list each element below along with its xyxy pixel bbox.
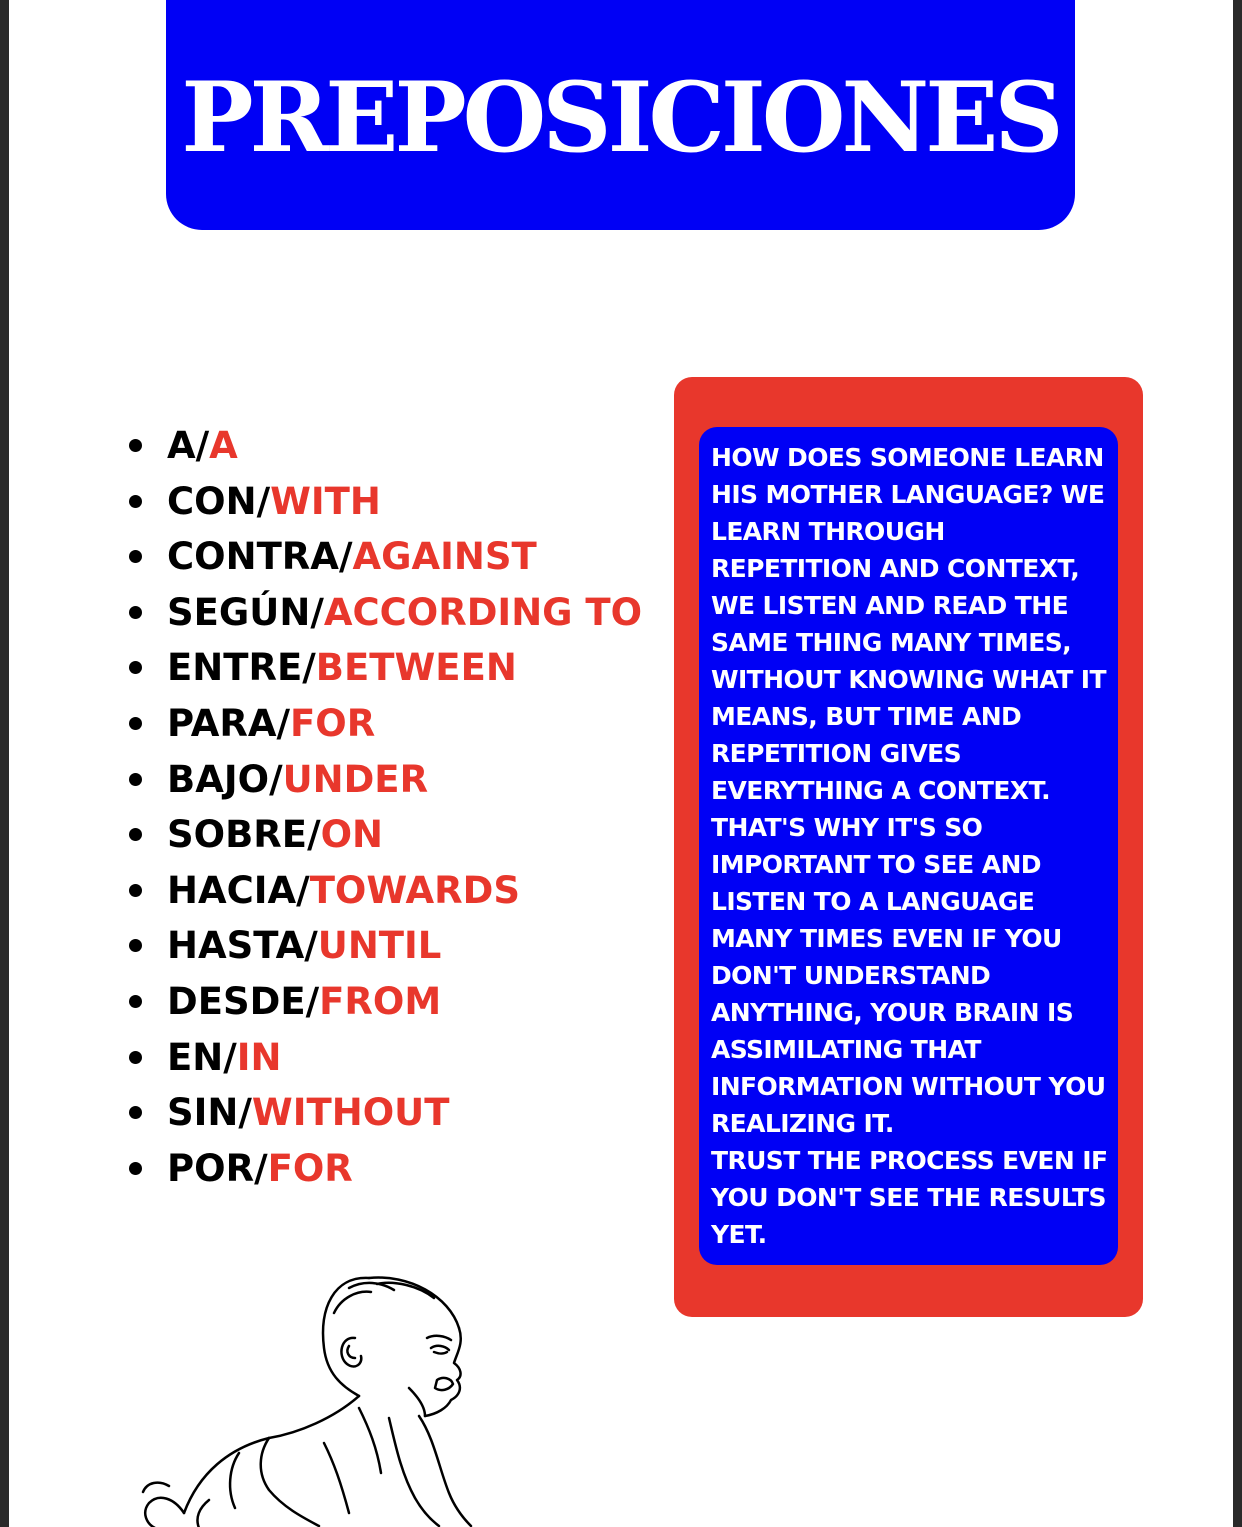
preposition-separator: / (276, 701, 290, 745)
preposition-spanish: HACIA (167, 868, 297, 912)
bullet-icon (129, 1162, 142, 1175)
preposition-english: AGAINST (352, 535, 537, 579)
preposition-separator: / (223, 1035, 237, 1079)
preposition-english: UNTIL (317, 924, 442, 968)
preposition-item (127, 585, 642, 641)
bullet-icon (129, 495, 142, 508)
preposition-separator: / (310, 590, 324, 634)
preposition-spanish: HASTA (167, 924, 305, 968)
preposition-separator: / (305, 979, 320, 1023)
preposition-separator: / (304, 924, 318, 968)
preposition-english: UNDER (282, 757, 429, 801)
preposition-separator: / (338, 535, 353, 579)
preposition-spanish: BAJO (167, 757, 270, 801)
preposition-english: FOR (290, 701, 376, 745)
preposition-english: A (209, 424, 238, 467)
preposition-item (127, 418, 642, 474)
preposition-item (127, 1030, 642, 1086)
bullet-icon (129, 661, 142, 674)
preposition-english: IN (236, 1035, 282, 1079)
preposition-english: TOWARDS (309, 868, 521, 912)
preposition-separator: / (254, 1146, 268, 1190)
info-card-frame (674, 377, 1143, 1317)
preposition-spanish: DESDE (167, 979, 306, 1023)
title-banner (166, 0, 1075, 230)
preposition-english: BETWEEN (315, 646, 517, 690)
preposition-spanish: EN (167, 1035, 224, 1079)
info-paragraph-main: HOW DOES SOMEONE LEARN HIS MOTHER LANGUAGE? WE LEARN THROUGH REPETITION AND CONTEXT, WE LISTEN AND READ THE SAME THING MANY TIMES, WITHOUT KNOWING WHAT IT MEANS, BUT TIME AND REPETITION GIVES EVERYTHING A CONTEXT. THAT'S WHY IT'S SO IMPORTANT TO SEE AND LISTEN TO A LANGUAGE MANY TIMES EVEN IF YOU DON'T UNDERSTAND ANYTHING, YOUR BRAIN IS ASSIMILATING THAT INFORMATION WITHOUT YOU REALIZING IT. (711, 443, 1106, 1138)
preposition-item (127, 1085, 642, 1141)
preposition-spanish: ENTRE (167, 646, 303, 690)
preposition-english: ON (320, 813, 384, 857)
preposition-separator: / (269, 757, 283, 801)
preposition-spanish: CONTRA (167, 535, 339, 579)
preposition-english: WITHOUT (251, 1091, 450, 1135)
page-title: PREPOSICIONES (181, 61, 1060, 174)
preposition-item (127, 807, 642, 863)
bullet-icon (129, 828, 142, 841)
bullet-icon (129, 439, 142, 452)
preposition-item (127, 863, 642, 919)
bullet-icon (129, 939, 142, 952)
preposition-english: FROM (319, 979, 442, 1023)
bullet-icon (129, 606, 142, 619)
preposition-item (127, 640, 642, 696)
preposition-english: FOR (267, 1146, 353, 1190)
preposition-separator: / (195, 424, 210, 467)
crawling-baby-illustration (119, 1268, 519, 1527)
preposition-english: ACCORDING TO (323, 590, 643, 634)
preposition-item (127, 474, 642, 530)
preposition-separator: / (238, 1091, 252, 1135)
preposition-list (127, 418, 642, 1196)
bullet-icon (129, 995, 142, 1008)
preposition-item (127, 752, 642, 808)
bullet-icon (129, 1051, 142, 1064)
preposition-separator: / (307, 813, 321, 857)
preposition-english: WITH (270, 479, 381, 523)
bullet-icon (129, 773, 142, 786)
preposition-item (127, 918, 642, 974)
preposition-spanish: PARA (167, 701, 277, 745)
bullet-icon (129, 550, 142, 563)
preposition-spanish: SEGÚN (167, 590, 311, 634)
poster-page (9, 0, 1233, 1527)
preposition-spanish: A (167, 424, 196, 467)
preposition-spanish: CON (167, 479, 257, 523)
bullet-icon (129, 884, 142, 897)
info-paragraph-closing: TRUST THE PROCESS EVEN IF YOU DON'T SEE THE RESULTS YET. (711, 1146, 1108, 1249)
preposition-spanish: SIN (167, 1091, 239, 1135)
preposition-spanish: SOBRE (167, 813, 308, 857)
preposition-separator: / (302, 646, 316, 690)
preposition-separator: / (296, 868, 310, 912)
preposition-spanish: POR (167, 1146, 255, 1190)
bullet-icon (129, 1106, 142, 1119)
preposition-separator: / (256, 479, 271, 523)
preposition-item (127, 974, 642, 1030)
preposition-item (127, 1141, 642, 1197)
preposition-item (127, 529, 642, 585)
bullet-icon (129, 717, 142, 730)
preposition-item (127, 696, 642, 752)
info-card (699, 427, 1118, 1265)
